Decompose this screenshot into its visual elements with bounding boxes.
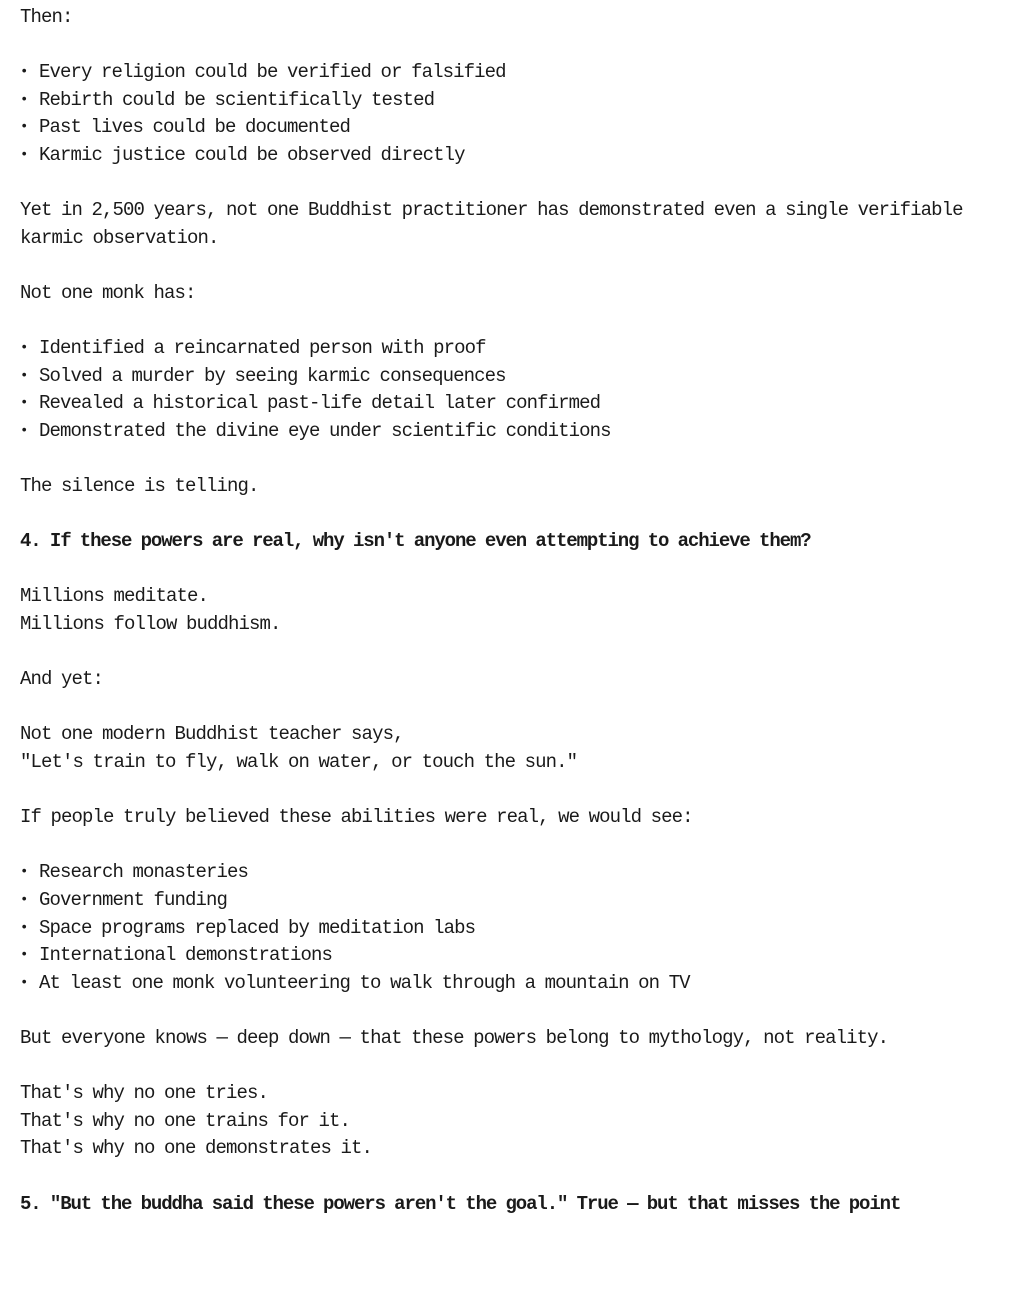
list-item: • Every religion could be verified or falsified (20, 59, 1004, 87)
see-list (20, 859, 1004, 997)
text-line: That's why no one tries. (20, 1082, 269, 1105)
section-heading-4: 4. If these powers are real, why isn't anyone even attempting to achieve them? (20, 530, 811, 553)
list-item: • Identified a reincarnated person with proof (20, 335, 1004, 363)
text-line: Millions meditate. (20, 585, 209, 608)
and-yet-line: And yet: (20, 668, 104, 691)
list-item: • Revealed a historical past-life detail later confirmed (20, 390, 1004, 418)
text-line: That's why no one trains for it. (20, 1109, 351, 1132)
list-item: • International demonstrations (20, 942, 1004, 970)
millions-lines (20, 583, 1004, 638)
then-list (20, 59, 1004, 169)
list-item: • At least one monk volunteering to walk through a mountain on TV (20, 970, 1004, 998)
list-item: • Karmic justice could be observed directly (20, 142, 1004, 170)
thats-why-lines (20, 1080, 1004, 1163)
if-people-line: If people truly believed these abilities were real, we would see: (20, 806, 693, 829)
list-item: • Past lives could be documented (20, 114, 1004, 142)
list-item: • Rebirth could be scientifically tested (20, 87, 1004, 115)
text-line: Millions follow buddhism. (20, 613, 281, 636)
list-item: • Space programs replaced by meditation labs (20, 915, 1004, 943)
monk-label: Not one monk has: (20, 281, 196, 304)
section-heading-5: 5. "But the buddha said these powers aren't the goal." True — but that misses the point (20, 1192, 901, 1215)
teacher-quote (20, 721, 1004, 776)
everyone-knows-line: But everyone knows — deep down — that these powers belong to mythology, not reality. (20, 1026, 889, 1049)
text-line: Not one modern Buddhist teacher says, (20, 723, 404, 746)
text-line: "Let's train to fly, walk on water, or touch the sun." (20, 751, 578, 774)
list-item: • Government funding (20, 887, 1004, 915)
text-line: That's why no one demonstrates it. (20, 1137, 373, 1160)
list-item: • Demonstrated the divine eye under scientific conditions (20, 418, 1004, 446)
then-label: Then: (20, 6, 73, 28)
yet-paragraph: Yet in 2,500 years, not one Buddhist practitioner has demonstrated even a single verifiable karmic observation. (20, 199, 963, 249)
monk-list (20, 335, 1004, 445)
list-item: • Solved a murder by seeing karmic consequences (20, 363, 1004, 391)
silence-line: The silence is telling. (20, 475, 259, 498)
list-item: • Research monasteries (20, 859, 1004, 887)
